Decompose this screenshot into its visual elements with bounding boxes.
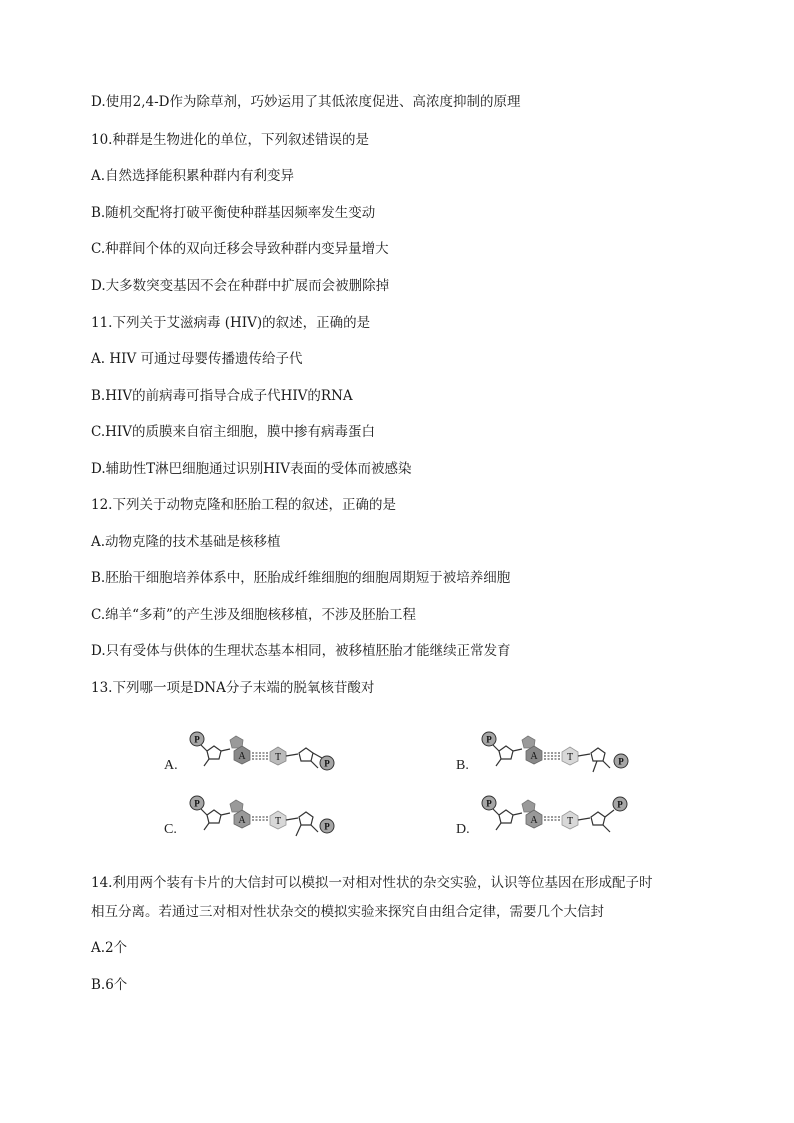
option-d-diagram bbox=[456, 796, 627, 837]
base-t-label: T bbox=[566, 752, 574, 763]
q12-option-b: B.胚胎干细胞培养体系中，胚胎成纤维细胞的细胞周期短于被培养细胞 bbox=[91, 570, 511, 586]
phosphate-label: P bbox=[324, 758, 330, 769]
option-b-label: B. bbox=[456, 758, 469, 773]
q9-option-d: D.使用2,4-D作为除草剂，巧妙运用了其低浓度促进、高浓度抑制的原理 bbox=[91, 94, 521, 110]
option-c-diagram bbox=[164, 796, 334, 837]
q12-stem: 12.下列关于动物克隆和胚胎工程的叙述，正确的是 bbox=[91, 497, 396, 513]
phosphate-label: P bbox=[324, 821, 330, 832]
q11-option-c: C.HIV的质膜来自宿主细胞，膜中掺有病毒蛋白 bbox=[91, 424, 375, 440]
dna-figure-svg bbox=[146, 716, 650, 856]
dna-nucleotide-pair-figure bbox=[146, 716, 650, 856]
deoxyribose-icon bbox=[499, 746, 513, 759]
q14-option-b: B.6个 bbox=[91, 977, 128, 993]
q10-option-c: C.种群间个体的双向迁移会导致种群内变异量增大 bbox=[91, 241, 389, 257]
phosphate-label: P bbox=[486, 798, 492, 809]
q10-option-a: A.自然选择能积累种群内有利变异 bbox=[91, 168, 295, 184]
base-t-label: T bbox=[566, 816, 574, 827]
base-t-label: T bbox=[274, 816, 282, 827]
q10-stem: 10.种群是生物进化的单位，下列叙述错误的是 bbox=[91, 132, 369, 148]
deoxyribose-icon bbox=[207, 810, 221, 823]
q12-option-a: A.动物克隆的技术基础是核移植 bbox=[91, 534, 281, 550]
phosphate-label: P bbox=[618, 756, 624, 767]
q10-option-b: B.随机交配将打破平衡使种群基因频率发生变动 bbox=[91, 205, 376, 221]
deoxyribose-icon bbox=[591, 812, 605, 825]
base-a-label: A bbox=[530, 815, 538, 826]
q11-option-a: A. HIV 可通过母婴传播遗传给子代 bbox=[91, 351, 303, 367]
q14-option-a: A.2个 bbox=[91, 940, 128, 956]
q13-stem: 13.下列哪一项是DNA分子末端的脱氧核苷酸对 bbox=[91, 680, 375, 696]
deoxyribose-icon bbox=[299, 748, 313, 761]
base-a-label: A bbox=[530, 751, 538, 762]
q14-stem-line2: 相互分离。若通过三对相对性状杂交的模拟实验来探究自由组合定律，需要几个大信封 bbox=[91, 904, 604, 920]
q14-stem-line1: 14.利用两个装有卡片的大信封可以模拟一对相对性状的杂交实验，认识等位基因在形成配子时 bbox=[91, 875, 653, 891]
phosphate-label: P bbox=[486, 734, 492, 745]
q11-option-d: D.辅助性T淋巴细胞通过识别HIV表面的受体而被感染 bbox=[91, 461, 412, 477]
phosphate-label: P bbox=[194, 734, 200, 745]
q10-option-d: D.大多数突变基因不会在种群中扩展而会被删除掉 bbox=[91, 278, 390, 294]
q11-option-b: B.HIV的前病毒可指导合成子代HIV的RNA bbox=[91, 388, 353, 404]
option-d-label: D. bbox=[456, 822, 470, 837]
q12-option-c: C.绵羊“多莉”的产生涉及细胞核移植，不涉及胚胎工程 bbox=[91, 607, 416, 623]
option-a-label: A. bbox=[164, 758, 178, 773]
option-c-label: C. bbox=[164, 822, 177, 837]
deoxyribose-icon bbox=[591, 748, 605, 761]
option-a-diagram bbox=[164, 732, 334, 773]
phosphate-label: P bbox=[617, 799, 623, 810]
deoxyribose-icon bbox=[499, 810, 513, 823]
base-a-label: A bbox=[238, 751, 246, 762]
base-t-label: T bbox=[274, 752, 282, 763]
option-b-diagram bbox=[456, 732, 628, 773]
q11-stem: 11.下列关于艾滋病毒 (HIV)的叙述，正确的是 bbox=[91, 315, 371, 331]
deoxyribose-icon bbox=[207, 746, 221, 759]
q12-option-d: D.只有受体与供体的生理状态基本相同，被移植胚胎才能继续正常发育 bbox=[91, 643, 511, 659]
base-a-label: A bbox=[238, 815, 246, 826]
phosphate-label: P bbox=[194, 798, 200, 809]
deoxyribose-icon bbox=[299, 812, 313, 825]
